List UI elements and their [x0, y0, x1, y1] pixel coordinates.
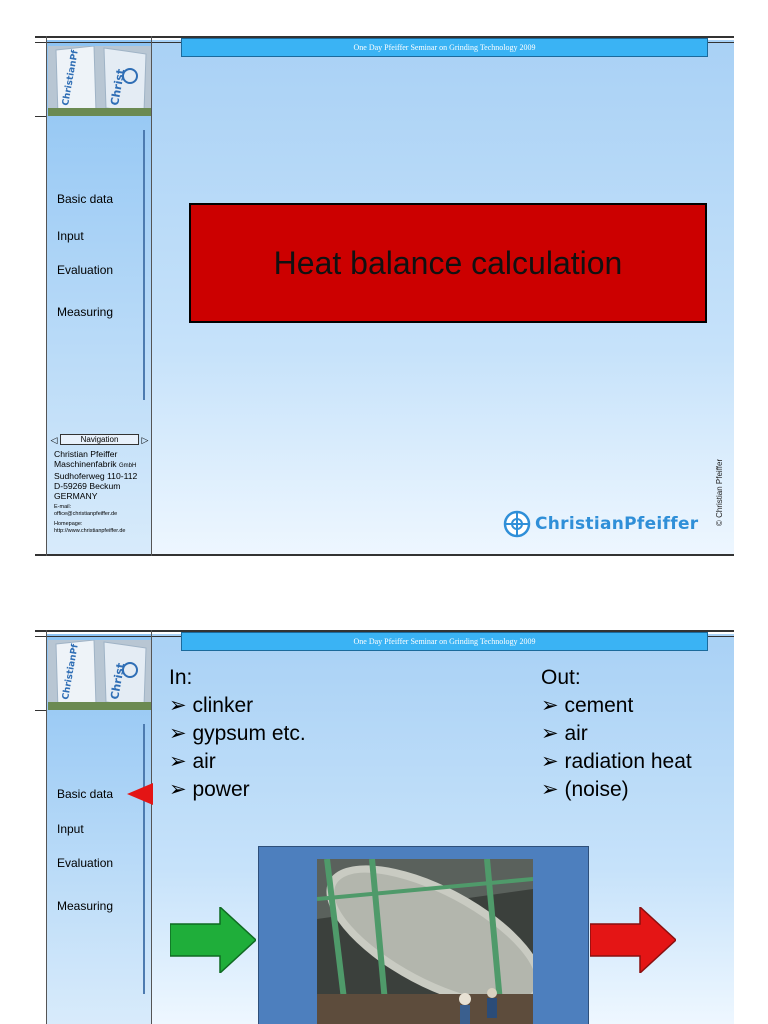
bullet-icon: ➢	[169, 750, 187, 773]
sidebar-edge	[46, 36, 47, 556]
slide-header: One Day Pfeiffer Seminar on Grinding Technology 2009	[181, 632, 708, 651]
input-arrow-icon	[170, 907, 256, 973]
contact-block	[54, 449, 154, 535]
out-heading: Out:	[541, 666, 581, 689]
banner-photo	[48, 46, 151, 116]
bullet-icon: ➢	[169, 778, 187, 801]
copyright-text: © Christian Pfeiffer	[715, 458, 724, 526]
bullet-icon: ➢	[541, 778, 559, 801]
bullet-icon: ➢	[541, 694, 559, 717]
in-item: ➢ power	[169, 778, 250, 801]
output-arrow-icon	[590, 907, 676, 973]
out-item: ➢ air	[541, 722, 588, 745]
email-link[interactable]: office@christianpfeiffer.de	[54, 511, 118, 517]
out-item: ➢ (noise)	[541, 778, 629, 801]
nav-item-measuring[interactable]: Measuring	[57, 899, 114, 913]
prev-triangle-icon[interactable]: ◁	[50, 434, 58, 445]
svg-text:ChristianPf: ChristianPf	[61, 643, 81, 701]
nav-item-basic-data[interactable]: Basic data	[57, 192, 114, 206]
slide-title: Heat balance calculation	[273, 244, 623, 281]
contact-country: GERMANY	[54, 491, 98, 501]
in-heading: In:	[169, 666, 193, 689]
bullet-icon: ➢	[541, 722, 559, 745]
sidebar-edge	[46, 630, 47, 1024]
homepage-link[interactable]: http://www.christianpfeiffer.de	[54, 528, 126, 534]
navigation-bar	[48, 434, 151, 445]
svg-text:ChristianPf: ChristianPf	[61, 49, 81, 107]
homepage-label: Homepage:	[54, 521, 83, 527]
contact-city: D-59269 Beckum	[54, 481, 121, 491]
nav-scrollbar[interactable]	[143, 724, 145, 994]
slide-header: One Day Pfeiffer Seminar on Grinding Technology 2009	[181, 38, 708, 57]
nav-scrollbar[interactable]	[143, 130, 145, 400]
contact-company-suffix: GmbH	[118, 463, 137, 469]
svg-text:Christ: Christ	[108, 661, 128, 701]
ball-mill-photo	[317, 859, 533, 1024]
outputs-list	[541, 664, 692, 804]
active-marker-icon	[127, 783, 153, 805]
in-item: ➢ clinker	[169, 694, 254, 717]
next-triangle-icon[interactable]: ▷	[141, 434, 149, 445]
banner-photo	[48, 640, 151, 710]
out-item: ➢ radiation heat	[541, 750, 692, 773]
out-item: ➢ cement	[541, 694, 634, 717]
slide-1	[35, 36, 734, 556]
content-edge	[151, 630, 152, 1024]
nav-item-evaluation[interactable]: Evaluation	[57, 856, 114, 870]
contact-street: Sudhoferweg 110-112	[54, 471, 138, 481]
bottom-rule	[35, 554, 734, 556]
nav-item-input[interactable]: Input	[57, 822, 84, 836]
bullet-icon: ➢	[169, 694, 187, 717]
bullet-icon: ➢	[541, 750, 559, 773]
contact-name: Christian Pfeiffer	[54, 449, 118, 459]
nav-item-evaluation[interactable]: Evaluation	[57, 263, 114, 277]
slide-2	[35, 630, 734, 1024]
bullet-icon: ➢	[169, 722, 187, 745]
logo-emblem-icon	[503, 510, 531, 538]
contact-company: Maschinenfabrik GmbH	[54, 459, 137, 469]
in-item: ➢ gypsum etc.	[169, 722, 306, 745]
company-logo	[503, 510, 698, 538]
nav-item-input[interactable]: Input	[57, 229, 84, 243]
in-item: ➢ air	[169, 750, 216, 773]
logo-text: ChristianPfeiffer	[535, 514, 699, 534]
inputs-list	[169, 664, 306, 804]
svg-text:Christ: Christ	[108, 67, 128, 107]
navigation-label: Navigation	[60, 434, 139, 445]
slide-title-box	[189, 203, 707, 323]
nav-item-measuring[interactable]: Measuring	[57, 305, 114, 319]
nav-item-basic-data[interactable]: Basic data	[57, 787, 114, 801]
email-label: E-mail:	[54, 504, 72, 510]
